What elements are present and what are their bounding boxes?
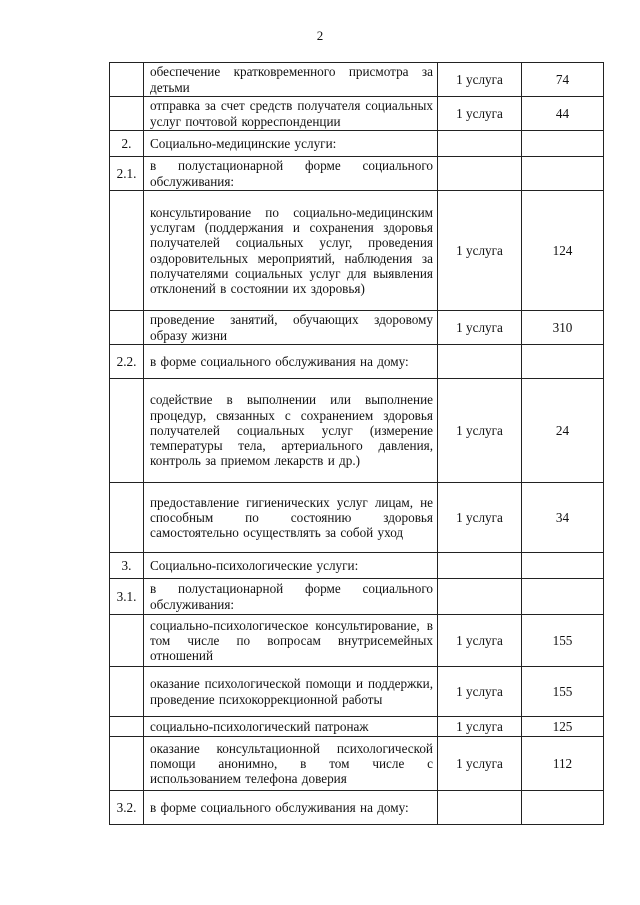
service-price (522, 131, 604, 157)
service-name: отправка за счет средств получателя социальных услуг почтовой корреспонденции (144, 97, 438, 131)
subgroup-title: в форме социального обслуживания на дому: (144, 345, 438, 379)
service-name: обеспечение кратковременного присмотра за детьми (144, 63, 438, 97)
service-name: содействие в выполнении или выполнение процедур, связанных с сохранением здоровья получателей социальных услуг (измерение температуры тела, артериального давления, контроль за приемом лекарств и др.) (144, 379, 438, 483)
service-unit: 1 услуга (438, 63, 522, 97)
table-body (110, 63, 604, 825)
table-row-subgroup (110, 579, 604, 615)
service-unit: 1 услуга (438, 615, 522, 667)
service-price (522, 791, 604, 825)
row-number (110, 615, 144, 667)
subgroup-number: 3.2. (110, 791, 144, 825)
service-unit: 1 услуга (438, 379, 522, 483)
table-row (110, 97, 604, 131)
row-number (110, 97, 144, 131)
service-unit (438, 579, 522, 615)
service-price: 112 (522, 737, 604, 791)
service-unit: 1 услуга (438, 667, 522, 717)
service-price (522, 157, 604, 191)
table-row-subgroup (110, 345, 604, 379)
row-number (110, 63, 144, 97)
subgroup-number: 2.2. (110, 345, 144, 379)
table-row (110, 717, 604, 737)
table-row-subgroup (110, 791, 604, 825)
service-unit: 1 услуга (438, 737, 522, 791)
table-row-group (110, 131, 604, 157)
table-row (110, 191, 604, 311)
service-name: проведение занятий, обучающих здоровому образу жизни (144, 311, 438, 345)
service-unit: 1 услуга (438, 311, 522, 345)
group-number: 3. (110, 553, 144, 579)
table-row (110, 63, 604, 97)
group-number: 2. (110, 131, 144, 157)
row-number (110, 717, 144, 737)
group-title: Социально-медицинские услуги: (144, 131, 438, 157)
subgroup-title: в полустационарной форме социального обслуживания: (144, 157, 438, 191)
table-row (110, 615, 604, 667)
service-name: социально-психологический патронаж (144, 717, 438, 737)
service-unit (438, 157, 522, 191)
group-title: Социально-психологические услуги: (144, 553, 438, 579)
service-price: 44 (522, 97, 604, 131)
row-number (110, 667, 144, 717)
table-row-group (110, 553, 604, 579)
subgroup-title: в полустационарной форме социального обслуживания: (144, 579, 438, 615)
service-price: 125 (522, 717, 604, 737)
service-name: социально-психологическое консультирование, в том числе по вопросам внутрисемейных отношений (144, 615, 438, 667)
service-name: предоставление гигиенических услуг лицам, не способным по состоянию здоровья самостоятельно осуществлять за собой уход (144, 483, 438, 553)
service-unit: 1 услуга (438, 191, 522, 311)
service-price: 74 (522, 63, 604, 97)
services-price-table (109, 62, 604, 825)
service-price (522, 553, 604, 579)
service-unit: 1 услуга (438, 717, 522, 737)
service-unit (438, 345, 522, 379)
table-row (110, 483, 604, 553)
subgroup-number: 3.1. (110, 579, 144, 615)
service-price: 124 (522, 191, 604, 311)
row-number (110, 483, 144, 553)
table-row (110, 379, 604, 483)
table-row (110, 737, 604, 791)
page-number: 2 (316, 28, 324, 43)
subgroup-title: в форме социального обслуживания на дому: (144, 791, 438, 825)
service-name: оказание консультационной психологической помощи анонимно, в том числе с использованием телефона доверия (144, 737, 438, 791)
table-row-subgroup (110, 157, 604, 191)
service-price (522, 345, 604, 379)
row-number (110, 737, 144, 791)
service-unit (438, 791, 522, 825)
service-price: 34 (522, 483, 604, 553)
service-price: 155 (522, 667, 604, 717)
service-unit (438, 553, 522, 579)
row-number (110, 191, 144, 311)
table-row (110, 667, 604, 717)
row-number (110, 379, 144, 483)
service-name: оказание психологической помощи и поддержки, проведение психокоррекционной работы (144, 667, 438, 717)
service-price: 24 (522, 379, 604, 483)
service-unit (438, 131, 522, 157)
table-row (110, 311, 604, 345)
service-unit: 1 услуга (438, 97, 522, 131)
service-price (522, 579, 604, 615)
service-price: 155 (522, 615, 604, 667)
row-number (110, 311, 144, 345)
subgroup-number: 2.1. (110, 157, 144, 191)
service-price: 310 (522, 311, 604, 345)
service-name: консультирование по социально-медицинским услугам (поддержания и сохранения здоровья получателей социальных услуг, проведения оздоровительных мероприятий, наблюдения за получателями социальных услуг для выявления отклонений в состоянии их здоровья) (144, 191, 438, 311)
service-unit: 1 услуга (438, 483, 522, 553)
